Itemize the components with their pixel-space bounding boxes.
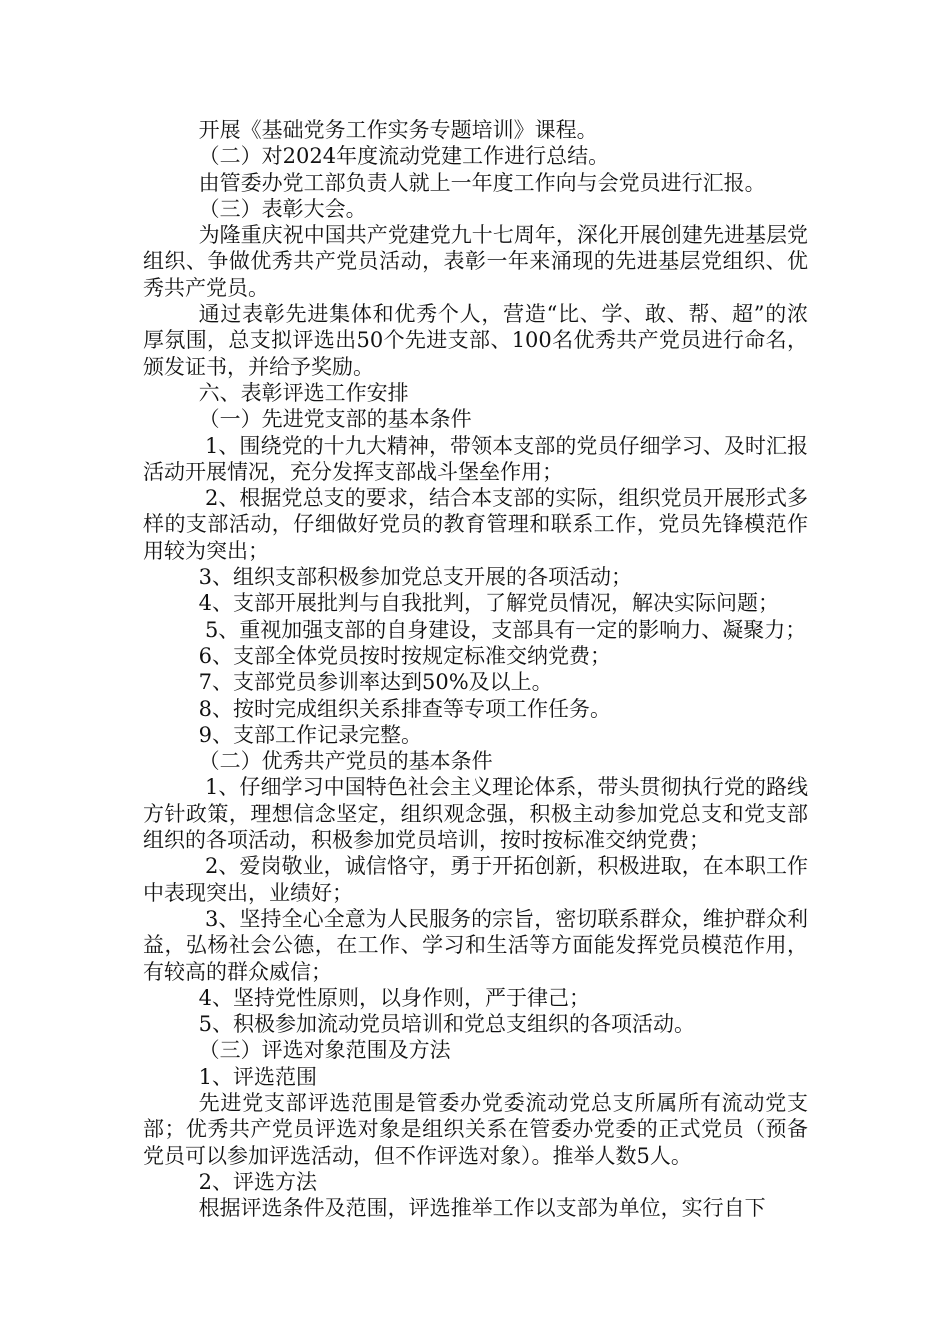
- paragraph: 通过表彰先进集体和优秀个人，营造“比、学、敢、帮、超”的浓厚氛围，总支拟评选出50个先进支部、100名优秀共产党员进行命名，颁发证书，并给予奖励。: [143, 302, 808, 379]
- document-body: [143, 117, 808, 1221]
- subsection-heading: 2、评选方法: [198, 1169, 318, 1194]
- section-heading: 六、表彰评选工作安排: [198, 380, 409, 405]
- list-item: 1、围绕党的十九大精神，带领本支部的党员仔细学习、及时汇报活动开展情况，充分发挥支部战斗堡垒作用；: [143, 433, 808, 484]
- paragraph: （二）对2024年度流动党建工作进行总结。: [198, 144, 610, 169]
- section-heading: （二）优秀共产党员的基本条件: [198, 749, 493, 774]
- list-item: 2、爱岗敬业，诚信恪守，勇于开拓创新，积极进取，在本职工作中表现突出，业绩好；: [143, 854, 808, 905]
- section-heading: （三）表彰大会。: [198, 196, 367, 221]
- paragraph: 根据评选条件及范围，评选推举工作以支部为单位，实行自下: [198, 1196, 766, 1221]
- list-item: 9、支部工作记录完整。: [198, 722, 423, 747]
- paragraph: 由管委办党工部负责人就上一年度工作向与会党员进行汇报。: [198, 170, 766, 195]
- list-item: 2、根据党总支的要求，结合本支部的实际，组织党员开展形式多样的支部活动，仔细做好党员的教育管理和联系工作，党员先锋模范作用较为突出；: [143, 486, 808, 563]
- section-heading: （一）先进党支部的基本条件: [198, 407, 472, 432]
- list-item: 5、积极参加流动党员培训和党总支组织的各项活动。: [198, 1012, 695, 1037]
- paragraph: 为隆重庆祝中国共产党建党九十七周年，深化开展创建先进基层党组织、争做优秀共产党员活动，表彰一年来涌现的先进基层党组织、优秀共产党员。: [143, 223, 808, 300]
- list-item: 6、支部全体党员按时按规定标准交纳党费；: [198, 643, 611, 668]
- list-item: 3、坚持全心全意为人民服务的宗旨，密切联系群众，维护群众利益，弘杨社会公德，在工作、学习和生活等方面能发挥党员模范作用，有较高的群众威信；: [143, 906, 808, 984]
- subsection-heading: 1、评选范围: [198, 1064, 318, 1089]
- list-item: 1、仔细学习中国特色社会主义理论体系，带头贯彻执行党的路线方针政策，理想信念坚定，组织观念强，积极主动参加党总支和党支部组织的各项活动，积极参加党员培训，按时按标准交纳党费；: [143, 775, 808, 853]
- paragraph: 先进党支部评选范围是管委办党委流动党总支所属所有流动党支部；优秀共产党员评选对象是组织关系在管委办党委的正式党员（预备党员可以参加评选活动，但不作评选对象）。推举人数5人。: [143, 1090, 808, 1168]
- section-heading: （三）评选对象范围及方法: [198, 1038, 451, 1063]
- paragraph: 开展《基础党务工作实务专题培训》课程。: [198, 118, 598, 142]
- list-item: 3、组织支部积极参加党总支开展的各项活动；: [198, 565, 632, 590]
- list-item: 5、重视加强支部的自身建设，支部具有一定的影响力、凝聚力；: [204, 617, 807, 642]
- list-item: 4、支部开展批判与自我批判，了解党员情况，解决实际问题；: [198, 591, 779, 616]
- list-item: 8、按时完成组织关系排查等专项工作任务。: [198, 696, 611, 721]
- list-item: 7、支部党员参训率达到50%及以上。: [198, 670, 553, 695]
- list-item: 4、坚持党性原则，以身作则，严于律己；: [198, 985, 590, 1010]
